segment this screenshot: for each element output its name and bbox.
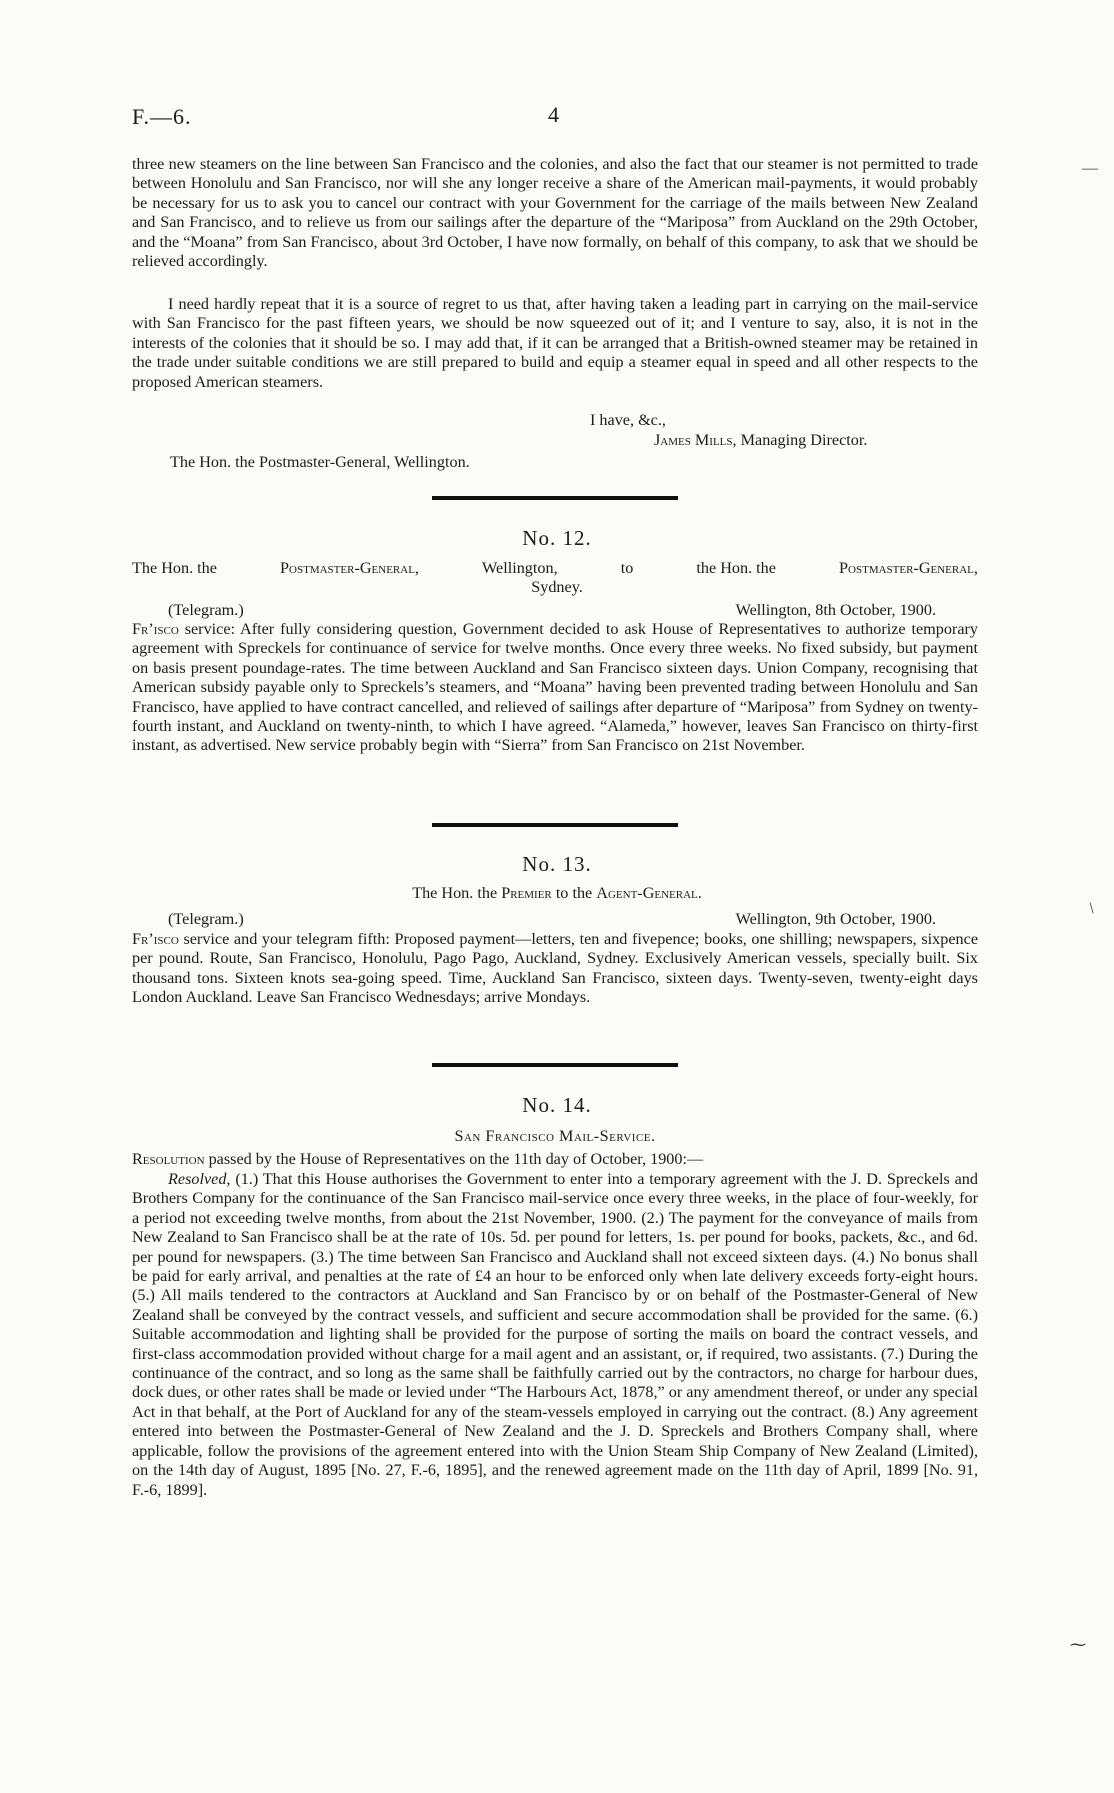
section-heading-no14: No. 14. [522, 1093, 592, 1117]
no13-from-text: The Hon. the [412, 884, 498, 902]
no14-resolved-word: Resolved, [168, 1170, 231, 1188]
section-heading-no13: No. 13. [522, 852, 592, 876]
parliamentary-paper-code: F.—6. [132, 104, 192, 129]
section-divider [432, 496, 678, 500]
scan-mark: ⁓ [1070, 1637, 1086, 1654]
letter-paragraph-1: three new steamers on the line between San Francisco and the colonies, and also the fact that our steamer is not permitted to trade between Honolulu and San Francisco, nor will she any longer receive a share of the American mail-payments, it would probably be necessary for us to ask you to cancel our contract with your Government for the carriage of the mails between New Zealand and San Francisco, and to relieve us from our sailings after the departure of the “Mariposa” from Auckland on the 29th October, and the “Moana” from San Francisco, about 3rd October, I have now formally, on behalf of this company, to ask that we should be relieved accordingly. [132, 155, 978, 271]
no12-from-office: Postmaster-General, [280, 559, 419, 577]
no12-from-text: The Hon. the [132, 559, 217, 577]
no13-body-text: service and your telegram fifth: Proposed payment—letters, ten and fivepence; books, one shilling; newspapers, sixpence per pound. Route, San Francisco, Honolulu, Pago Pago, Auckland, Sydney. Exclusively American vessels, specially built. Six thousand tons. Sixteen knots sea-going speed. Time, Auckland San Francisco, sixteen days. Twenty-seven, twenty-eight days London Auckland. Leave San Francisco Wednesdays; arrive Mondays. [132, 930, 978, 1007]
no13-to-word: to the [555, 884, 593, 902]
signature-name: James Mills [654, 431, 733, 449]
letter-closing: I have, &c., [590, 411, 666, 429]
no12-place-date: Wellington, 8th October, 1900. [735, 601, 936, 619]
no13-address-line [0, 884, 1114, 903]
letter-signature [654, 431, 867, 450]
no12-from-place: Wellington, [482, 559, 558, 577]
no12-to-word: to [620, 559, 634, 577]
no12-to-place: Sydney. [531, 578, 583, 596]
no14-resolution-text: (1.) That this House authorises the Government to enter into a temporary agreement with the J. D. Spreckels and Brothers Company for the continuance of the San Francisco mail-service once every three weeks, in the place of four-weekly, for a period not exceeding twelve months, from about the 21st November, 1900. (2.) The payment for the conveyance of mails from New Zealand to San Francisco shall be at the rate of 10s. 5d. per pound for letters, 1s. per pound for books, packets, &c., and 6d. per pound for newspapers. (3.) The time between San Francisco and Auckland shall not exceed sixteen days. (4.) No bonus shall be paid for early arrival, and penalties at the rate of £4 an hour to be enforced only when late delivery exceeds forty-eight hours. (5.) All mails tendered to the contractors at Auckland and San Francisco by or on behalf of the Postmaster-General of New Zealand shall be conveyed by the contract vessels, and sufficient and secure accommodation shall be provided for the same. (6.) Suitable accommodation and lighting shall be provided for the purpose of sorting the mails on board the contract vessels, and first-class accommodation provided without charge for a mail agent and an assistant, or, if required, two assistants. (7.) During the continuance of the contract, and so long as the same shall be faithfully carried out by the contractors, no charge for harbour dues, dock dues, or other rates shall be made or levied under “The Harbours Act, 1878,” or any amendment thereof, or under any special Act in that behalf, at the Port of Auckland for any of the steam-vessels employed in carrying out the contract. (8.) Any agreement entered into between the Postmaster-General of New Zealand and the J. D. Spreckels and Brothers Company shall, where applicable, follow the provisions of the agreement entered into with the Union Steam Ship Company of New Zealand (Limited), on the 14th day of August, 1895 [No. 27, F.-6, 1895], and the renewed agreement made on the 11th day of April, 1899 [No. 91, F.-6, 1899]. [132, 1170, 978, 1499]
scan-mark: — [1082, 160, 1098, 177]
no14-resolution-body [132, 1170, 978, 1500]
no13-telegram-body [132, 930, 978, 1008]
no14-lead-word: Resolution [132, 1150, 205, 1168]
page-number: 4 [548, 102, 559, 127]
no14-subtitle: San Francisco Mail-Service. [454, 1127, 656, 1145]
no12-telegram-tag: (Telegram.) [168, 601, 244, 619]
no13-telegram-tag: (Telegram.) [168, 910, 244, 928]
section-heading-no12: No. 12. [522, 526, 592, 550]
no13-lead-word: Fr’isco [132, 930, 179, 948]
signature-title: , Managing Director. [732, 431, 868, 449]
no12-telegram-body [132, 620, 978, 756]
no13-from-office: Premier [501, 884, 552, 902]
section-divider [432, 1063, 678, 1067]
no12-to-office: Postmaster-General, [839, 559, 978, 577]
no12-body-text: service: After fully considering question, Government decided to ask House of Representatives to authorize temporary agreement with Spreckels for continuance of service for twelve months. Once every three weeks. No fixed subsidy, but payment on basis present poundage-rates. The time between Auckland and San Francisco sixteen days. Union Company, recognising that American subsidy payable only to Spreckels’s steamers, and “Moana” having been prevented trading between Honolulu and San Francisco, have applied to have contract cancelled, and relieved of sailings after departure of “Mariposa” from Sydney on twenty-fourth instant, and Auckland on twenty-ninth, to which I have agreed. “Alameda,” however, leaves San Francisco on thirty-first instant, as advertised. New service probably begin with “Sierra” from San Francisco on 21st November. [132, 620, 978, 755]
section-divider [432, 823, 678, 827]
letter-addressee: The Hon. the Postmaster-General, Wellington. [170, 453, 470, 471]
no14-intro [132, 1150, 978, 1169]
letter-paragraph-2: I need hardly repeat that it is a source of regret to us that, after having taken a leading part in carrying on the mail-service with San Francisco for the past fifteen years, we should be now squeezed out of it; and I venture to say, also, it is not in the interests of the colonies that it should be so. I may add that, if it can be arranged that a British-owned steamer may be retained in the trade under suitable conditions we are still prepared to build and equip a steamer equal in speed and all other respects to the proposed American steamers. [132, 295, 978, 391]
no12-lead-word: Fr’isco [132, 620, 179, 638]
no12-address-line [132, 559, 978, 578]
no13-place-date: Wellington, 9th October, 1900. [735, 910, 936, 928]
no12-to-text: the Hon. the [696, 559, 776, 577]
no13-to-office: Agent-General. [596, 884, 702, 902]
scan-mark: / [1085, 900, 1099, 917]
no14-intro-text: passed by the House of Representatives on the 11th day of October, 1900:— [204, 1150, 704, 1168]
